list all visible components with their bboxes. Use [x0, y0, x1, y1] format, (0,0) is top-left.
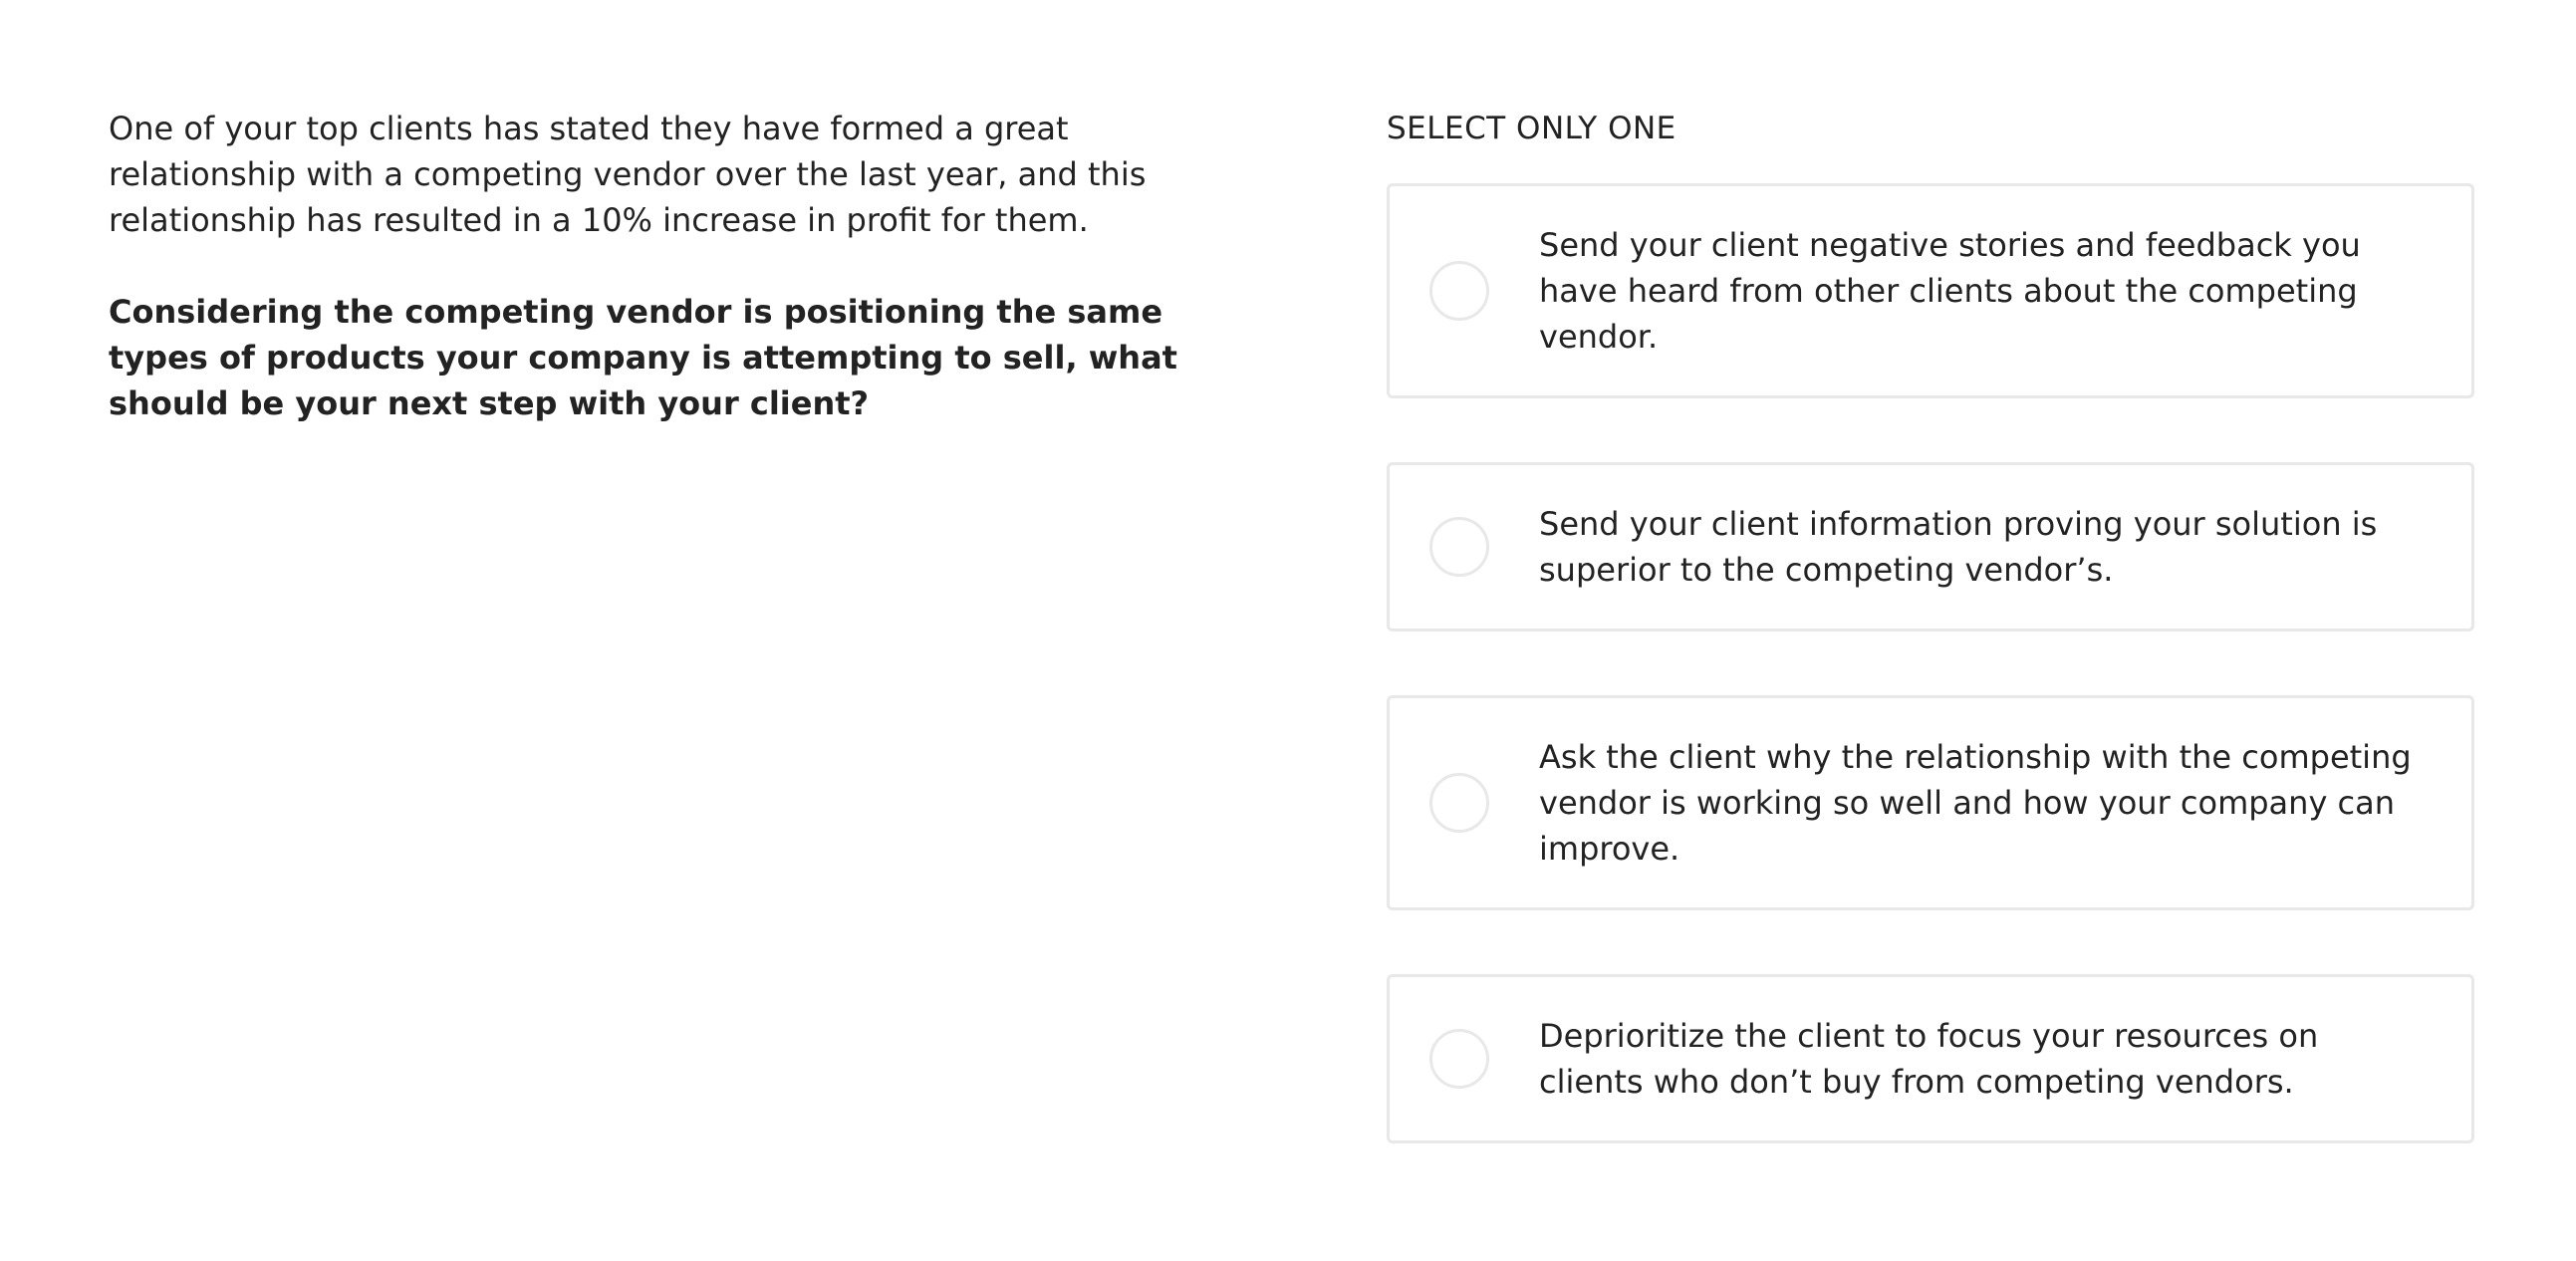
radio-circle-icon[interactable] — [1429, 773, 1489, 833]
question-panel — [109, 106, 1214, 426]
answer-option-label: Deprioritize the client to focus your resources on clients who don’t buy from competing vendors. — [1539, 1017, 2319, 1101]
answer-option-label: Send your client negative stories and feedback you have heard from other clients about the competing vendor. — [1539, 226, 2361, 356]
question-scenario: One of your top clients has stated they have formed a great relationship with a competing vendor over the last year, and this relationship has resulted in a 10% increase in profit for them. — [109, 110, 1147, 239]
answer-option-3[interactable] — [1387, 695, 2474, 910]
answer-option-2[interactable] — [1387, 462, 2474, 631]
answer-option-4[interactable] — [1387, 974, 2474, 1143]
radio-circle-icon[interactable] — [1429, 261, 1489, 321]
radio-circle-icon[interactable] — [1429, 517, 1489, 577]
radio-circle-icon[interactable] — [1429, 1029, 1489, 1089]
answer-option-label: Send your client information proving your solution is superior to the competing vendor’s. — [1539, 505, 2378, 589]
answer-option-1[interactable] — [1387, 183, 2474, 398]
select-instruction: SELECT ONLY ONE — [1387, 111, 1676, 146]
answer-panel — [1387, 106, 2474, 1207]
question-prompt: Considering the competing vendor is positioning the same types of products your company is attempting to sell, what should be your next step with your client? — [109, 293, 1177, 422]
answer-option-label: Ask the client why the relationship with the competing vendor is working so well and how your company can improve. — [1539, 738, 2412, 868]
